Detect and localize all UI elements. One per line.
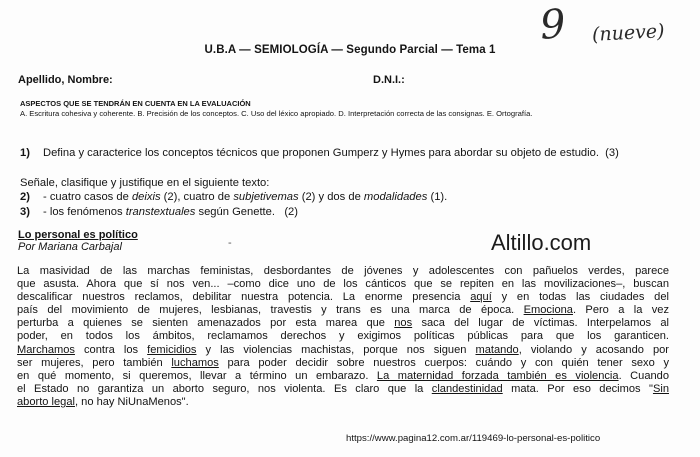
article-line bbox=[17, 291, 669, 304]
instruction: Señale, clasifique y justifique en el siguiente texto: bbox=[20, 177, 270, 189]
article-text: en qué momento, si queremos, llevar a término un embarazo. bbox=[17, 369, 377, 382]
underlined-phrase: Emociona bbox=[523, 304, 573, 317]
question-3-term: transtextuales bbox=[125, 206, 196, 218]
article-author: Por Mariana Carbajal bbox=[18, 241, 122, 253]
article-line bbox=[17, 383, 669, 396]
question-1-number: 1) bbox=[20, 147, 30, 159]
article-line bbox=[17, 317, 669, 330]
underlined-phrase: matando bbox=[475, 343, 519, 356]
underlined-phrase: clandestinidad bbox=[431, 382, 503, 395]
watermark: Altillo.com bbox=[491, 230, 592, 255]
article-text: y en todas las ciudades del bbox=[491, 291, 669, 304]
criteria-heading: ASPECTOS QUE SE TENDRÁN EN CUENTA EN LA EVALUACIÓN bbox=[20, 99, 251, 108]
underlined-phrase: Marchamos bbox=[17, 343, 75, 356]
question-2-term: subjetivemas bbox=[233, 191, 299, 203]
article-body bbox=[17, 265, 669, 409]
question-2-part: (2), cuatro de bbox=[163, 191, 231, 203]
article-line bbox=[17, 278, 669, 291]
article-line bbox=[17, 344, 669, 357]
article-text: ser mujeres, pero también bbox=[17, 356, 172, 369]
exam-title: U.B.A — SEMIOLOGÍA — Segundo Parcial — Tema 1 bbox=[204, 44, 496, 56]
handwritten-grade-words: (nueve) bbox=[591, 20, 666, 46]
article-text: La masividad de las marchas feministas, desbordantes de jóvenes y adolescentes con pañuelos verdes, parece bbox=[17, 265, 669, 277]
name-label: Apellido, Nombre: bbox=[18, 74, 113, 86]
article-line bbox=[17, 370, 669, 383]
article-text: , violando y acosando por bbox=[518, 343, 670, 356]
question-1 bbox=[20, 147, 670, 160]
article-title: Lo personal es político bbox=[18, 229, 138, 241]
article-text: . Pero a la vez bbox=[572, 304, 670, 317]
question-2-number: 2) bbox=[20, 191, 30, 203]
question-2-part: - cuatro casos de bbox=[43, 191, 129, 203]
article-text: , no hay NiUnaMenos bbox=[74, 395, 182, 408]
stray-dash: - bbox=[228, 237, 232, 249]
article-line bbox=[17, 265, 669, 278]
question-3 bbox=[20, 206, 298, 219]
article-text: saca del lugar de víctimas. Interpelamos al bbox=[412, 317, 669, 330]
article-text: mata. Por eso decimos " bbox=[502, 382, 653, 395]
criteria-text: A. Escritura cohesiva y coherente. B. Precisión de los conceptos. C. Uso del léxico apropiado. D. Interpretación correcta de las consignas. E. Ortografía. bbox=[20, 109, 533, 118]
article-text: . Cuando bbox=[618, 369, 669, 382]
dni-label: D.N.I.: bbox=[373, 74, 405, 86]
article-text: país del movimiento de mujeres, lesbianas, travestis y trans es una marca de época. bbox=[17, 304, 524, 317]
underlined-phrase: aquí bbox=[470, 291, 492, 304]
question-2-part: (2) y dos de bbox=[301, 191, 361, 203]
question-3-points: (2) bbox=[284, 206, 299, 218]
article-line bbox=[17, 330, 669, 343]
article-text: perturba a quienes se sienten amenazados por esta marea que bbox=[17, 317, 395, 330]
article-text: y las violencias machistas, porque nos siguen bbox=[196, 343, 476, 356]
article-line bbox=[17, 396, 669, 409]
article-text: descalificar nuestros reclamos, debilitar nuestra potencia. La enorme presencia bbox=[17, 291, 471, 304]
question-2 bbox=[20, 191, 447, 204]
underlined-phrase: femicidios bbox=[147, 343, 197, 356]
underlined-phrase: La maternidad forzada también es violencia bbox=[376, 369, 619, 382]
question-2-term: deixis bbox=[131, 191, 161, 203]
article-text: para poder decidir sobre nuestros cuerpos: cuándo y con quién tener sexo y bbox=[218, 356, 669, 369]
handwritten-grade: 9 bbox=[538, 1, 568, 49]
question-3-part: - los fenómenos bbox=[43, 206, 123, 218]
article-line bbox=[17, 357, 669, 370]
question-2-part: (1). bbox=[430, 191, 448, 203]
question-3-part: según Genette. bbox=[198, 206, 275, 218]
article-text: ". bbox=[181, 395, 189, 408]
article-line bbox=[17, 304, 669, 317]
article-text: poder, en todos los ámbitos, reclamamos derechos y exigimos políticas públicas para que los garanticen. bbox=[17, 330, 669, 343]
article-text: el Estado no garantiza un aborto seguro, nos violenta. Es claro que la bbox=[17, 382, 432, 395]
underlined-phrase: nos bbox=[394, 317, 413, 330]
article-text: contra los bbox=[74, 343, 148, 356]
question-2-term: modalidades bbox=[363, 191, 428, 203]
underlined-phrase: luchamos bbox=[171, 356, 219, 369]
underlined-phrase: Sin bbox=[652, 382, 669, 395]
question-3-number: 3) bbox=[20, 206, 30, 218]
question-1-text: Defina y caracterice los conceptos técnicos que proponen Gumperz y Hymes para abordar su objeto de estudio. bbox=[43, 147, 599, 159]
question-1-points: (3) bbox=[605, 147, 619, 159]
article-source-url: https://www.pagina12.com.ar/119469-lo-personal-es-politico bbox=[346, 433, 601, 444]
article-text: que asusta. Ahora que sí nos ven... –como dice uno de los cánticos que se repiten en las movilizaciones–, buscan bbox=[17, 278, 669, 291]
underlined-phrase: aborto legal bbox=[17, 395, 75, 408]
